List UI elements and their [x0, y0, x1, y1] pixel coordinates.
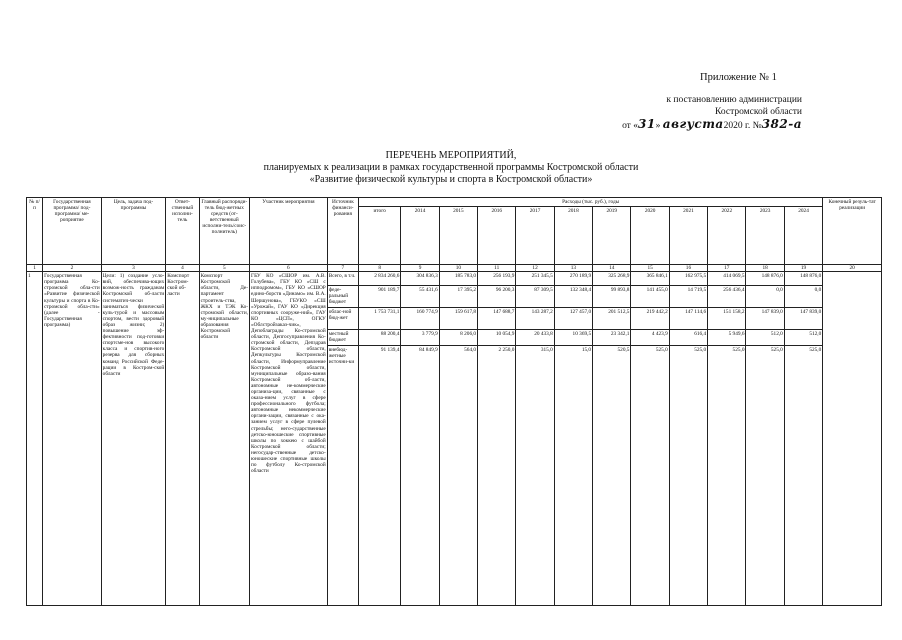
column-number: 4: [166, 265, 199, 272]
amount-cell: 525,0: [746, 346, 784, 606]
amount-cell: 185 783,0: [439, 272, 477, 286]
header-year: 2019: [593, 207, 631, 265]
header-year: 2021: [669, 207, 707, 265]
column-number: 19: [784, 265, 822, 272]
header-program: Государственная программа/ под-программа/ ме-роприятие: [43, 198, 102, 265]
column-number: 5: [199, 265, 249, 272]
column-number-row: [27, 265, 882, 272]
header-manager: Главный распоряди-тель бюд-жетных средств (от-ветственный исполни-тель/соис-полнитель): [199, 198, 249, 265]
column-number: 3: [101, 265, 166, 272]
amount-cell: 201 512,5: [593, 308, 631, 330]
date-year: 2020 г. №: [723, 121, 762, 131]
decree-line-2: Костромской области: [715, 107, 802, 117]
column-number: 7: [327, 265, 358, 272]
header-year: 2016: [478, 207, 516, 265]
header-year: 2015: [439, 207, 477, 265]
column-number: 8: [359, 265, 401, 272]
amount-cell: 219 442,2: [631, 308, 669, 330]
amount-cell: 525,0: [669, 346, 707, 606]
header-year: 2023: [746, 207, 784, 265]
column-number: 17: [708, 265, 746, 272]
column-number: 15: [631, 265, 669, 272]
source-cell: местный бюджет: [327, 330, 358, 346]
amount-cell: 91 139,4: [359, 346, 401, 606]
amount-cell: 525,0: [784, 346, 822, 606]
header-participant: Участник мероприятия: [250, 198, 328, 265]
header-expenses: Расходы (тыс. руб.), годы: [359, 198, 823, 207]
column-number: 13: [554, 265, 592, 272]
amount-cell: 15,0: [554, 346, 592, 606]
header-responsible: Ответ-ственный исполни-тель: [166, 198, 199, 265]
header-year: 2024: [784, 207, 822, 265]
date-month: августа: [662, 117, 724, 131]
amount-cell: 0,0: [784, 286, 822, 308]
decree-reference: [622, 94, 802, 132]
amount-cell: 10 054,9: [478, 330, 516, 346]
column-number: 12: [516, 265, 554, 272]
amount-cell: 88 200,4: [359, 330, 401, 346]
column-number: 2: [43, 265, 102, 272]
column-number: 16: [669, 265, 707, 272]
header-goal: Цель, задача под-программы: [101, 198, 166, 265]
header-result: Конечный резуль-тат реализации: [823, 198, 882, 265]
amount-cell: 0,0: [746, 286, 784, 308]
amount-cell: 2 250,0: [478, 346, 516, 606]
amount-cell: 20 433,8: [516, 330, 554, 346]
column-number: 9: [401, 265, 439, 272]
header-year: 2018: [554, 207, 592, 265]
manager-cell: Комспорт Костромской области, Де-партамент строитель-ства, ЖКХ и ТЭК Ко-стромской области, му-ниципальные образования Костромской области: [199, 272, 249, 606]
column-number: 20: [823, 265, 882, 272]
column-number: 10: [439, 265, 477, 272]
amount-cell: 159 617,8: [439, 308, 477, 330]
amount-cell: 147 114,6: [669, 308, 707, 330]
amount-cell: 151 158,2: [708, 308, 746, 330]
program-cell: Государственная программа Ко-стромской обла-сти «Развитие физической культуры и спорта в Ко-стромской обла-сти» (далее - Государственная программа): [43, 272, 102, 606]
source-cell: феде-ральный бюджет: [327, 286, 358, 308]
measures-table: [26, 197, 882, 606]
column-number: 11: [478, 265, 516, 272]
amount-cell: 304 836,3: [401, 272, 439, 286]
amount-cell: 315,0: [516, 346, 554, 606]
title-line-2: планируемых к реализации в рамках государственной программы Костромской области: [263, 162, 639, 173]
amount-cell: 99 893,8: [593, 286, 631, 308]
decree-line-1: к постановлению администрации: [666, 95, 802, 105]
amount-cell: 143 287,2: [516, 308, 554, 330]
amount-cell: 4 423,9: [631, 330, 669, 346]
title-line-3: «Развитие физической культуры и спорта в Костромской области»: [309, 174, 593, 185]
amount-cell: 256 193,9: [478, 272, 516, 286]
header-year: 2014: [401, 207, 439, 265]
amount-cell: 3 779,9: [401, 330, 439, 346]
document-title: [0, 150, 902, 186]
amount-cell: 520,5: [593, 346, 631, 606]
amount-cell: 2 834 260,6: [359, 272, 401, 286]
header-year: 2020: [631, 207, 669, 265]
source-cell: внебюд-жетные источни-ки: [327, 346, 358, 606]
amount-cell: 147 688,7: [478, 308, 516, 330]
table-row: [27, 272, 882, 286]
date-prefix: от «: [622, 121, 638, 131]
date-mid: »: [655, 121, 661, 131]
source-cell: облас-ной бюд-жет: [327, 308, 358, 330]
column-number: 6: [250, 265, 328, 272]
header-year: итого: [359, 207, 401, 265]
header-source: Источник финанси-рования: [327, 198, 358, 265]
amount-cell: 525,0: [708, 346, 746, 606]
column-number: 14: [593, 265, 631, 272]
amount-cell: 525,0: [631, 346, 669, 606]
decree-number: 382-а: [761, 117, 802, 131]
amount-cell: 147 839,0: [746, 308, 784, 330]
amount-cell: 14 719,5: [669, 286, 707, 308]
amount-cell: 17 395,2: [439, 286, 477, 308]
amount-cell: 132 348,4: [554, 286, 592, 308]
column-number: 18: [746, 265, 784, 272]
amount-cell: 141 455,0: [631, 286, 669, 308]
amount-cell: 23 342,1: [593, 330, 631, 346]
row-number: 1: [27, 272, 43, 606]
header-num: № п/п: [27, 198, 43, 265]
date-day: 31: [637, 117, 656, 131]
amount-cell: 10 369,5: [554, 330, 592, 346]
amount-cell: 512,0: [746, 330, 784, 346]
amount-cell: 564,0: [439, 346, 477, 606]
result-cell: [823, 272, 882, 606]
column-number: 1: [27, 265, 43, 272]
amount-cell: 251 345,5: [516, 272, 554, 286]
amount-cell: 256 436,4: [708, 286, 746, 308]
amount-cell: 87 309,5: [516, 286, 554, 308]
amount-cell: 55 431,6: [401, 286, 439, 308]
header-year: 2022: [708, 207, 746, 265]
amount-cell: 147 839,0: [784, 308, 822, 330]
amount-cell: 162 975,5: [669, 272, 707, 286]
amount-cell: 160 774,9: [401, 308, 439, 330]
amount-cell: 270 189,9: [554, 272, 592, 286]
amount-cell: 148 876,0: [746, 272, 784, 286]
amount-cell: 5 949,6: [708, 330, 746, 346]
source-cell: Всего, в т.ч.: [327, 272, 358, 286]
amount-cell: 127 457,0: [554, 308, 592, 330]
responsible-cell: Комспорт Костром-ской об-ласти: [166, 272, 199, 606]
amount-cell: 616,4: [669, 330, 707, 346]
amount-cell: 414 069,5: [708, 272, 746, 286]
amount-cell: 901 189,7: [359, 286, 401, 308]
amount-cell: 96 200,3: [478, 286, 516, 308]
header-year: 2017: [516, 207, 554, 265]
amount-cell: 512,0: [784, 330, 822, 346]
appendix-label: Приложение № 1: [700, 72, 777, 83]
title-line-1: ПЕРЕЧЕНЬ МЕРОПРИЯТИЙ,: [385, 150, 517, 161]
amount-cell: 8 206,0: [439, 330, 477, 346]
amount-cell: 84 849,9: [401, 346, 439, 606]
decree-date: [622, 118, 802, 132]
amount-cell: 365 846,1: [631, 272, 669, 286]
amount-cell: 1 753 731,1: [359, 308, 401, 330]
participant-cell: ГБУ КО «СШОР им. А.В. Голубева», ГБУ КО «СШ с ипподромом», ГБУ КО «СШОР едино-борств «Динамо» им. В.А. Шершунова», ГБУКО «СШ «Урожай», ГАУ КО «Дирекция спортивных сооруже-ний», ГАУ КО «ЦСП», ОГКУ «Облстройзаказ-чик», Депоблаграды Ко-стромской области, Депгосуправления Ко-стромской области, Депздрав Костромской области, Депкультуры Костромской области, Информуправление Костромской области, муниципальные образо-вания Костромской об-ласти, автономные не-коммерческие организа-ции, связанные с оказа-нием услуг в сфере профессионального футбола; автономные некоммерческие органи-зации, связанные с ока-занием услуг в сфере пулевой стрельбы; него-сударственные детско-юношеские спортивные школы по хоккею с шайбой Костромской области; негосудар-ственные детско-юношеские спортивные школы по футболу Ко-стромской области: [250, 272, 328, 606]
goal-cell: Цели: 1) создание усло-вий, обеспечива-ющих возмож-ность гражданам Костромской об-ласти систематич-чески заниматься физической куль-турой и массовым спортом, вести здоровый образ жизни; 2) повышение эф-фективности под-готовки спортсме-нов высокого класса и спортив-ного резерва для сборных команд Российской Феде-рации в Костром-ской области: [101, 272, 166, 606]
amount-cell: 148 876,0: [784, 272, 822, 286]
amount-cell: 325 268,9: [593, 272, 631, 286]
